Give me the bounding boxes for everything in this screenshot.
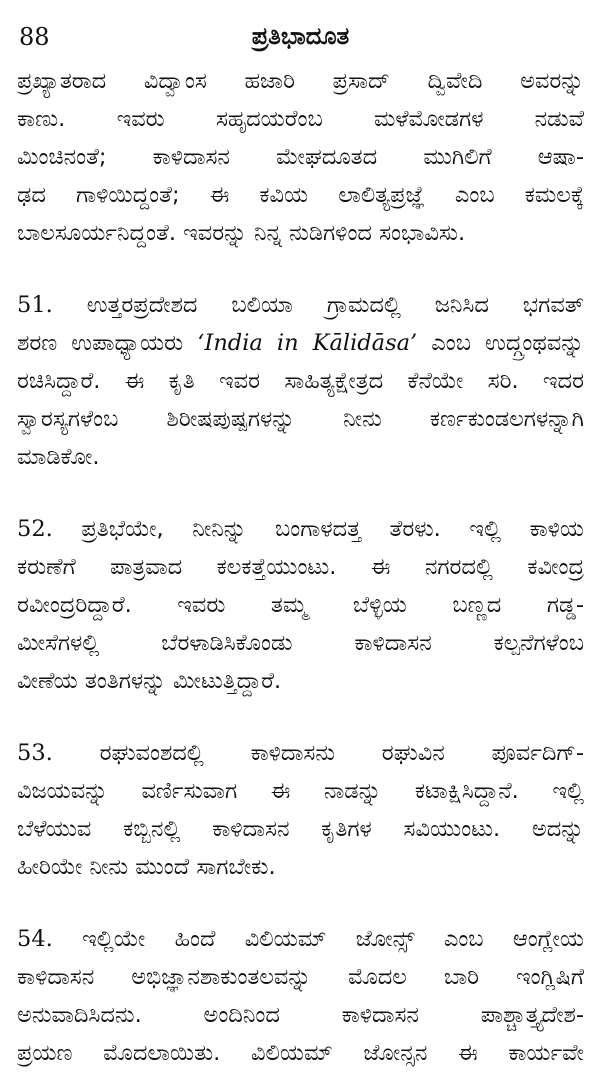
text-line: ಕಾಳಿದಾಸನ ಅಭಿಜ್ಞಾನಶಾಕುಂತಲವನ್ನು ಮೊದಲ ಬಾರಿ ಇಂಗ್ಲಿಷಿಗೆ	[17, 964, 584, 990]
text-line: ಮಿಂಚಿನಂತೆ; ಕಾಳಿದಾಸನ ಮೇಘದೂತದ ಮುಗಿಲಿಗೆ ಆಷಾ-	[17, 144, 584, 170]
text-line: ಢದ ಗಾಳಿಯಿದ್ದಂತೆ; ಈ ಕವಿಯ ಲಾಲಿತ್ಯಪ್ರಜ್ಞೆ ಎಂಬ ಕಮಲಕ್ಕೆ	[17, 182, 584, 208]
text-line: ಮೀಸೆಗಳಲ್ಲಿ ಬೆರಳಾಡಿಸಿಕೊಂಡು ಕಾಳಿದಾಸನ ಕಲ್ಪನೆಗಳೆಂಬ	[17, 630, 584, 656]
text-line: ವಿಜಯವನ್ನು ವರ್ಣಿಸುವಾಗ ಈ ನಾಡನ್ನು ಕಟಾಕ್ಷಿಸಿದ್ದಾನೆ. ಇಲ್ಲಿ	[17, 778, 584, 804]
text-line: ಮಾಡಿಕೋ.	[17, 444, 100, 470]
paragraph-continued	[17, 62, 584, 252]
text-segment: ಎಂಬ ಉದ್ಗ್ರಂಥವನ್ನು	[431, 330, 584, 356]
page-header	[17, 0, 584, 62]
paragraph-gap	[17, 700, 584, 734]
text-segment: ಉತ್ತರಪ್ರದೇಶದ ಬಲಿಯಾ ಗ್ರಾಮದಲ್ಲಿ ಜನಿಸಿದ ಭಗವತ್	[86, 292, 584, 318]
paragraph-number: 51.	[17, 292, 53, 318]
text-segment: ಇಲ್ಲಿಯೇ ಹಿಂದೆ ವಿಲಿಯಮ್ ಜೋನ್ಸ್ ಎಂಬ ಆಂಗ್ಲೇಯ	[82, 926, 584, 952]
paragraph-51	[17, 286, 584, 476]
text-line: ಪ್ರಖ್ಯಾತರಾದ ವಿದ್ವಾಂಸ ಹಜಾರಿ ಪ್ರಸಾದ್ ದ್ವಿವೇದಿ ಅವರನ್ನು	[17, 68, 584, 94]
text-line	[17, 920, 584, 958]
text-line: ಹೀರಿಯೇ ನೀನು ಮುಂದೆ ಸಾಗಬೇಕು.	[17, 854, 276, 880]
text-line: ಪ್ರಯಣ ಮೊದಲಾಯಿತು. ವಿಲಿಯಮ್ ಜೋನ್ಸನ ಈ ಕಾರ್ಯವೇ	[17, 1040, 584, 1066]
text-line: ರಚಿಸಿದ್ದಾರೆ. ಈ ಕೃತಿ ಇವರ ಸಾಹಿತ್ಯಕ್ಷೇತ್ರದ ಕೆನೆಯೇ ಸರಿ. ಇದರ	[17, 368, 584, 394]
text-line: ಬೆಳೆಯುವ ಕಬ್ಬಿನಲ್ಲಿ ಕಾಳಿದಾಸನ ಕೃತಿಗಳ ಸವಿಯುಂಟು. ಅದನ್ನು	[17, 816, 584, 842]
text-line: ವೀಣೆಯ ತಂತಿಗಳನ್ನು ಮೀಟುತ್ತಿದ್ದಾರೆ.	[17, 668, 282, 694]
paragraph-gap	[17, 252, 584, 286]
text-segment: ರಘುವಂಶದಲ್ಲಿ ಕಾಳಿದಾಸನು ರಘುವಿನ ಪೂರ್ವದಿಗ್-	[99, 740, 584, 766]
text-line: ಸ್ವಾರಸ್ಯಗಳೆಂಬ ಶಿರೀಷಪುಷ್ಪಗಳನ್ನು ನೀನು ಕರ್ಣಕುಂಡಲಗಳನ್ನಾಗಿ	[17, 406, 584, 432]
page-number: 88	[19, 23, 50, 51]
paragraph-number: 53.	[17, 740, 53, 766]
text-line: ಕಾಣು. ಇವರು ಸಹೃದಯರೆಂಬ ಮಳೆಮೋಡಗಳ ನಡುವೆ	[17, 106, 584, 132]
paragraph-gap	[17, 476, 584, 510]
running-title: ಪ್ರತಿಭಾದೂತ	[251, 22, 350, 50]
text-line: ಕರುಣೆಗೆ ಪಾತ್ರವಾದ ಕಲಕತ್ತೆಯುಂಟು. ಈ ನಗರದಲ್ಲಿ ಕವೀಂದ್ರ	[17, 554, 584, 580]
text-segment: ಶರಣ ಉಪಾಧ್ಯಾಯರು	[17, 330, 184, 356]
text-line: ಬಾಲಸೂರ್ಯನಿದ್ದಂತೆ. ಇವರನ್ನು ನಿನ್ನ ನುಡಿಗಳಿಂದ ಸಂಭಾವಿಸು.	[17, 220, 466, 246]
paragraph-52	[17, 510, 584, 700]
text-line: ಅನುವಾದಿಸಿದನು. ಅಂದಿನಿಂದ ಕಾಳಿದಾಸನ ಪಾಶ್ಚಾತ್ತ್ಯದೇಶ-	[17, 1002, 584, 1028]
text-line	[17, 734, 584, 772]
text-line	[17, 286, 584, 324]
text-segment: ಪ್ರತಿಭೆಯೇ, ನೀನಿನ್ನು ಬಂಗಾಳದತ್ತ ತೆರಳು. ಇಲ್ಲಿ ಕಾಳಿಯ	[81, 516, 584, 542]
paragraph-gap	[17, 886, 584, 920]
paragraph-number: 52.	[17, 516, 53, 542]
paragraph-54	[17, 920, 584, 1072]
text-line: ರವೀಂದ್ರರಿದ್ದಾರೆ. ಇವರು ತಮ್ಮ ಬೆಳ್ಳಿಯ ಬಣ್ಣದ ಗಡ್ಡ-	[17, 592, 584, 618]
book-title-italic: ‘India in Kālidāsa’	[197, 330, 418, 356]
text-line	[17, 510, 584, 548]
text-line	[17, 324, 584, 362]
paragraph-number: 54.	[17, 926, 53, 952]
paragraph-53	[17, 734, 584, 886]
